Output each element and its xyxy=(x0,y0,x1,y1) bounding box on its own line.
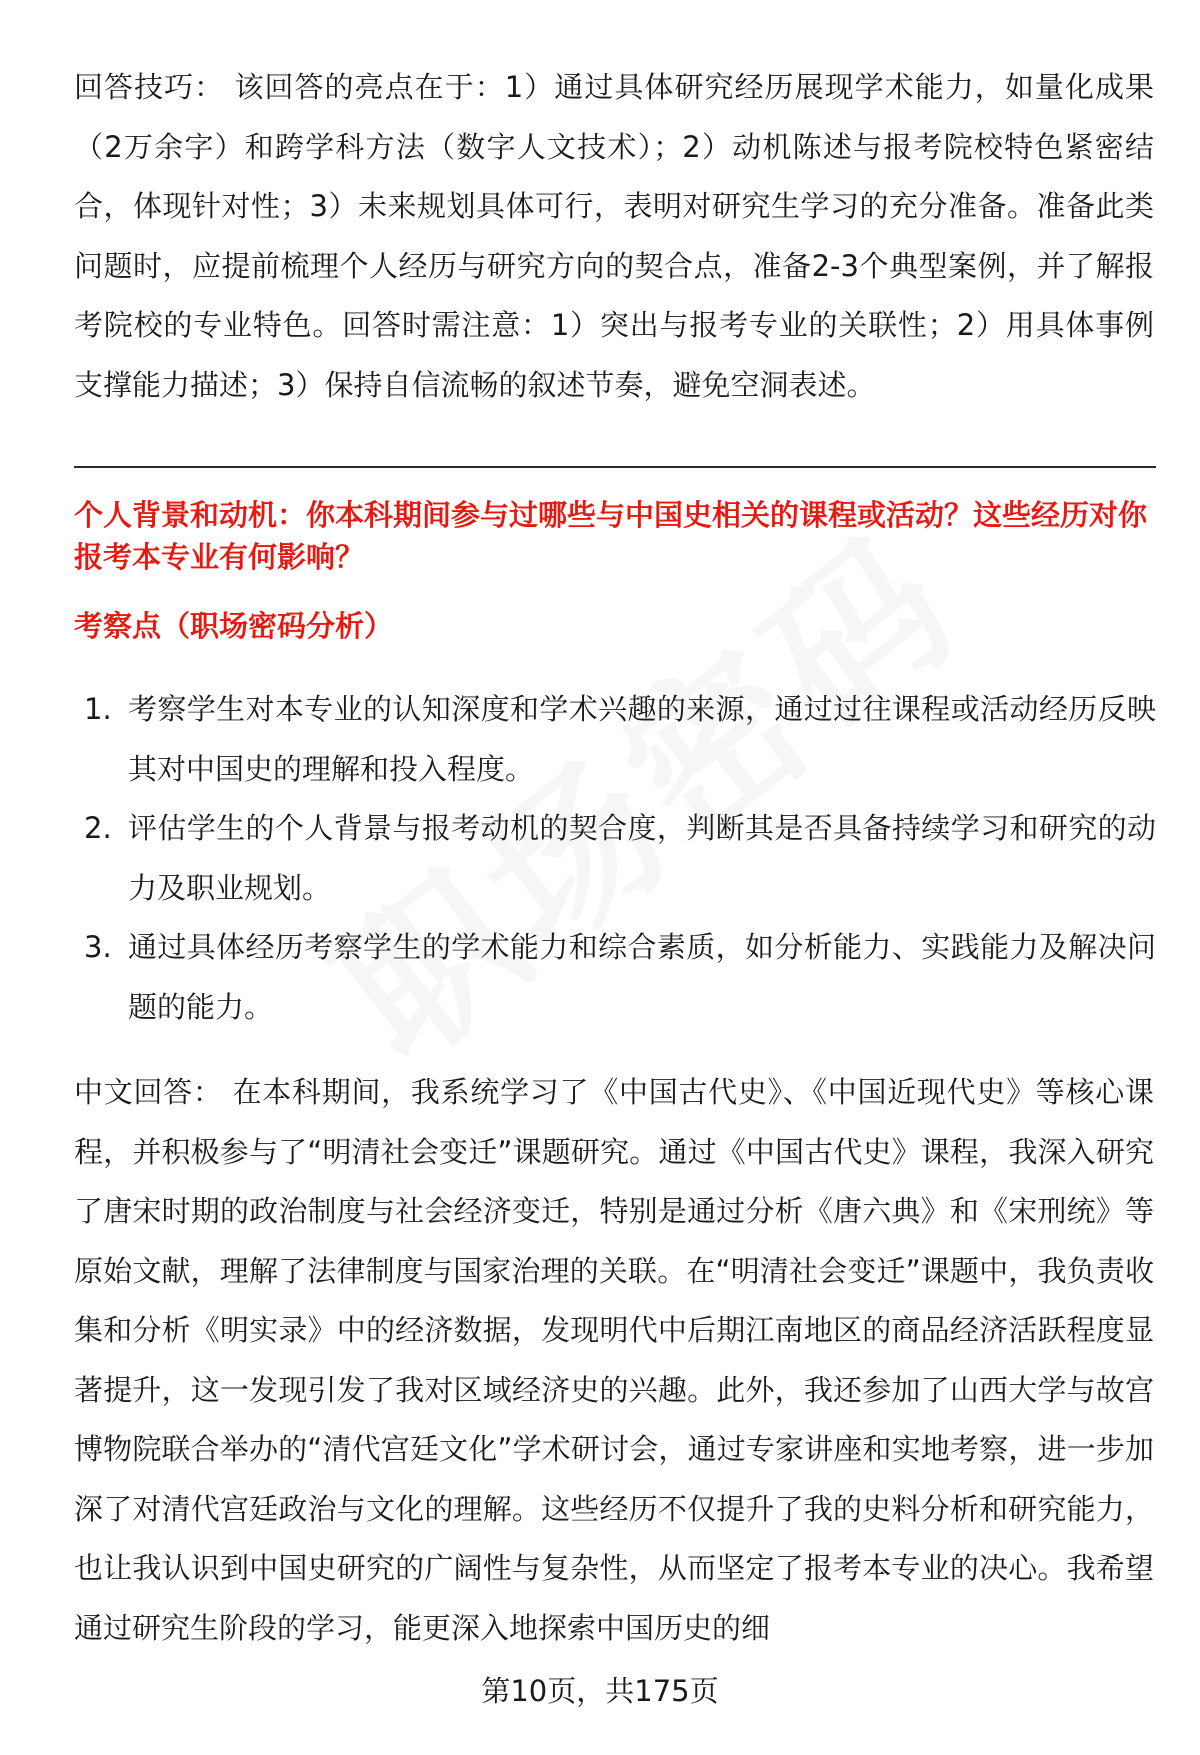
chinese-answer-label: 中文回答： xyxy=(74,1075,223,1109)
answer-tips-label: 回答技巧： xyxy=(74,70,225,104)
list-item-text: 考察学生对本专业的认知深度和学术兴趣的来源，通过过往课程或活动经历反映其对中国史的理解和投入程度。 xyxy=(128,692,1156,786)
question-heading: 个人背景和动机：你本科期间参与过哪些与中国史相关的课程或活动？这些经历对你报考本专业有何影响？ xyxy=(74,498,1148,574)
list-item xyxy=(74,680,1156,799)
list-item-number: 1. xyxy=(84,692,112,726)
list-item-text: 评估学生的个人背景与报考动机的契合度，判断其是否具备持续学习和研究的动力及职业规划。 xyxy=(128,811,1156,905)
list-item xyxy=(74,799,1156,918)
answer-tips-text: 该回答的亮点在于：1）通过具体研究经历展现学术能力，如量化成果（2万余字）和跨学科方法（数字人文技术）；2）动机陈述与报考院校特色紧密结合，体现针对性；3）未来规划具体可行，表明对研究生学习的充分准备。准备此类问题时，应提前梳理个人经历与研究方向的契合点，准备2-3个典型案例，并了解报考院校的专业特色。回答时需注意：1）突出与报考专业的关联性；2）用具体事例支撑能力描述；3）保持自信流畅的叙述节奏，避免空洞表述。 xyxy=(74,70,1154,402)
chinese-answer-paragraph xyxy=(74,1063,1154,1658)
answer-tips-paragraph xyxy=(74,58,1154,415)
focus-list xyxy=(74,680,1156,1037)
page-number-footer: 第10页，共175页 xyxy=(481,1674,719,1708)
list-item-number: 3. xyxy=(84,930,112,964)
chinese-answer-text: 在本科期间，我系统学习了《中国古代史》、《中国近现代史》等核心课程，并积极参与了“明清社会变迁”课题研究。通过《中国古代史》课程，我深入研究了唐宋时期的政治制度与社会经济变迁，特别是通过分析《唐六典》和《宋刑统》等原始文献，理解了法律制度与国家治理的关联。在“明清社会变迁”课题中，我负责收集和分析《明实录》中的经济数据，发现明代中后期江南地区的商品经济活跃程度显著提升，这一发现引发了我对区域经济史的兴趣。此外，我还参加了山西大学与故宫博物院联合举办的“清代宫廷文化”学术研讨会，通过专家讲座和实地考察，进一步加深了对清代宫廷政治与文化的理解。这些经历不仅提升了我的史料分析和研究能力，也让我认识到中国史研究的广阔性与复杂性，从而坚定了报考本专业的决心。我希望通过研究生阶段的学习，能更深入地探索中国历史的细 xyxy=(74,1075,1154,1645)
list-item-number: 2. xyxy=(84,811,112,845)
list-item-text: 通过具体经历考察学生的学术能力和综合素质，如分析能力、实践能力及解决问题的能力。 xyxy=(128,930,1156,1024)
section-divider xyxy=(74,466,1156,468)
focus-heading: 考察点（职场密码分析） xyxy=(74,609,394,643)
list-item xyxy=(74,918,1156,1037)
